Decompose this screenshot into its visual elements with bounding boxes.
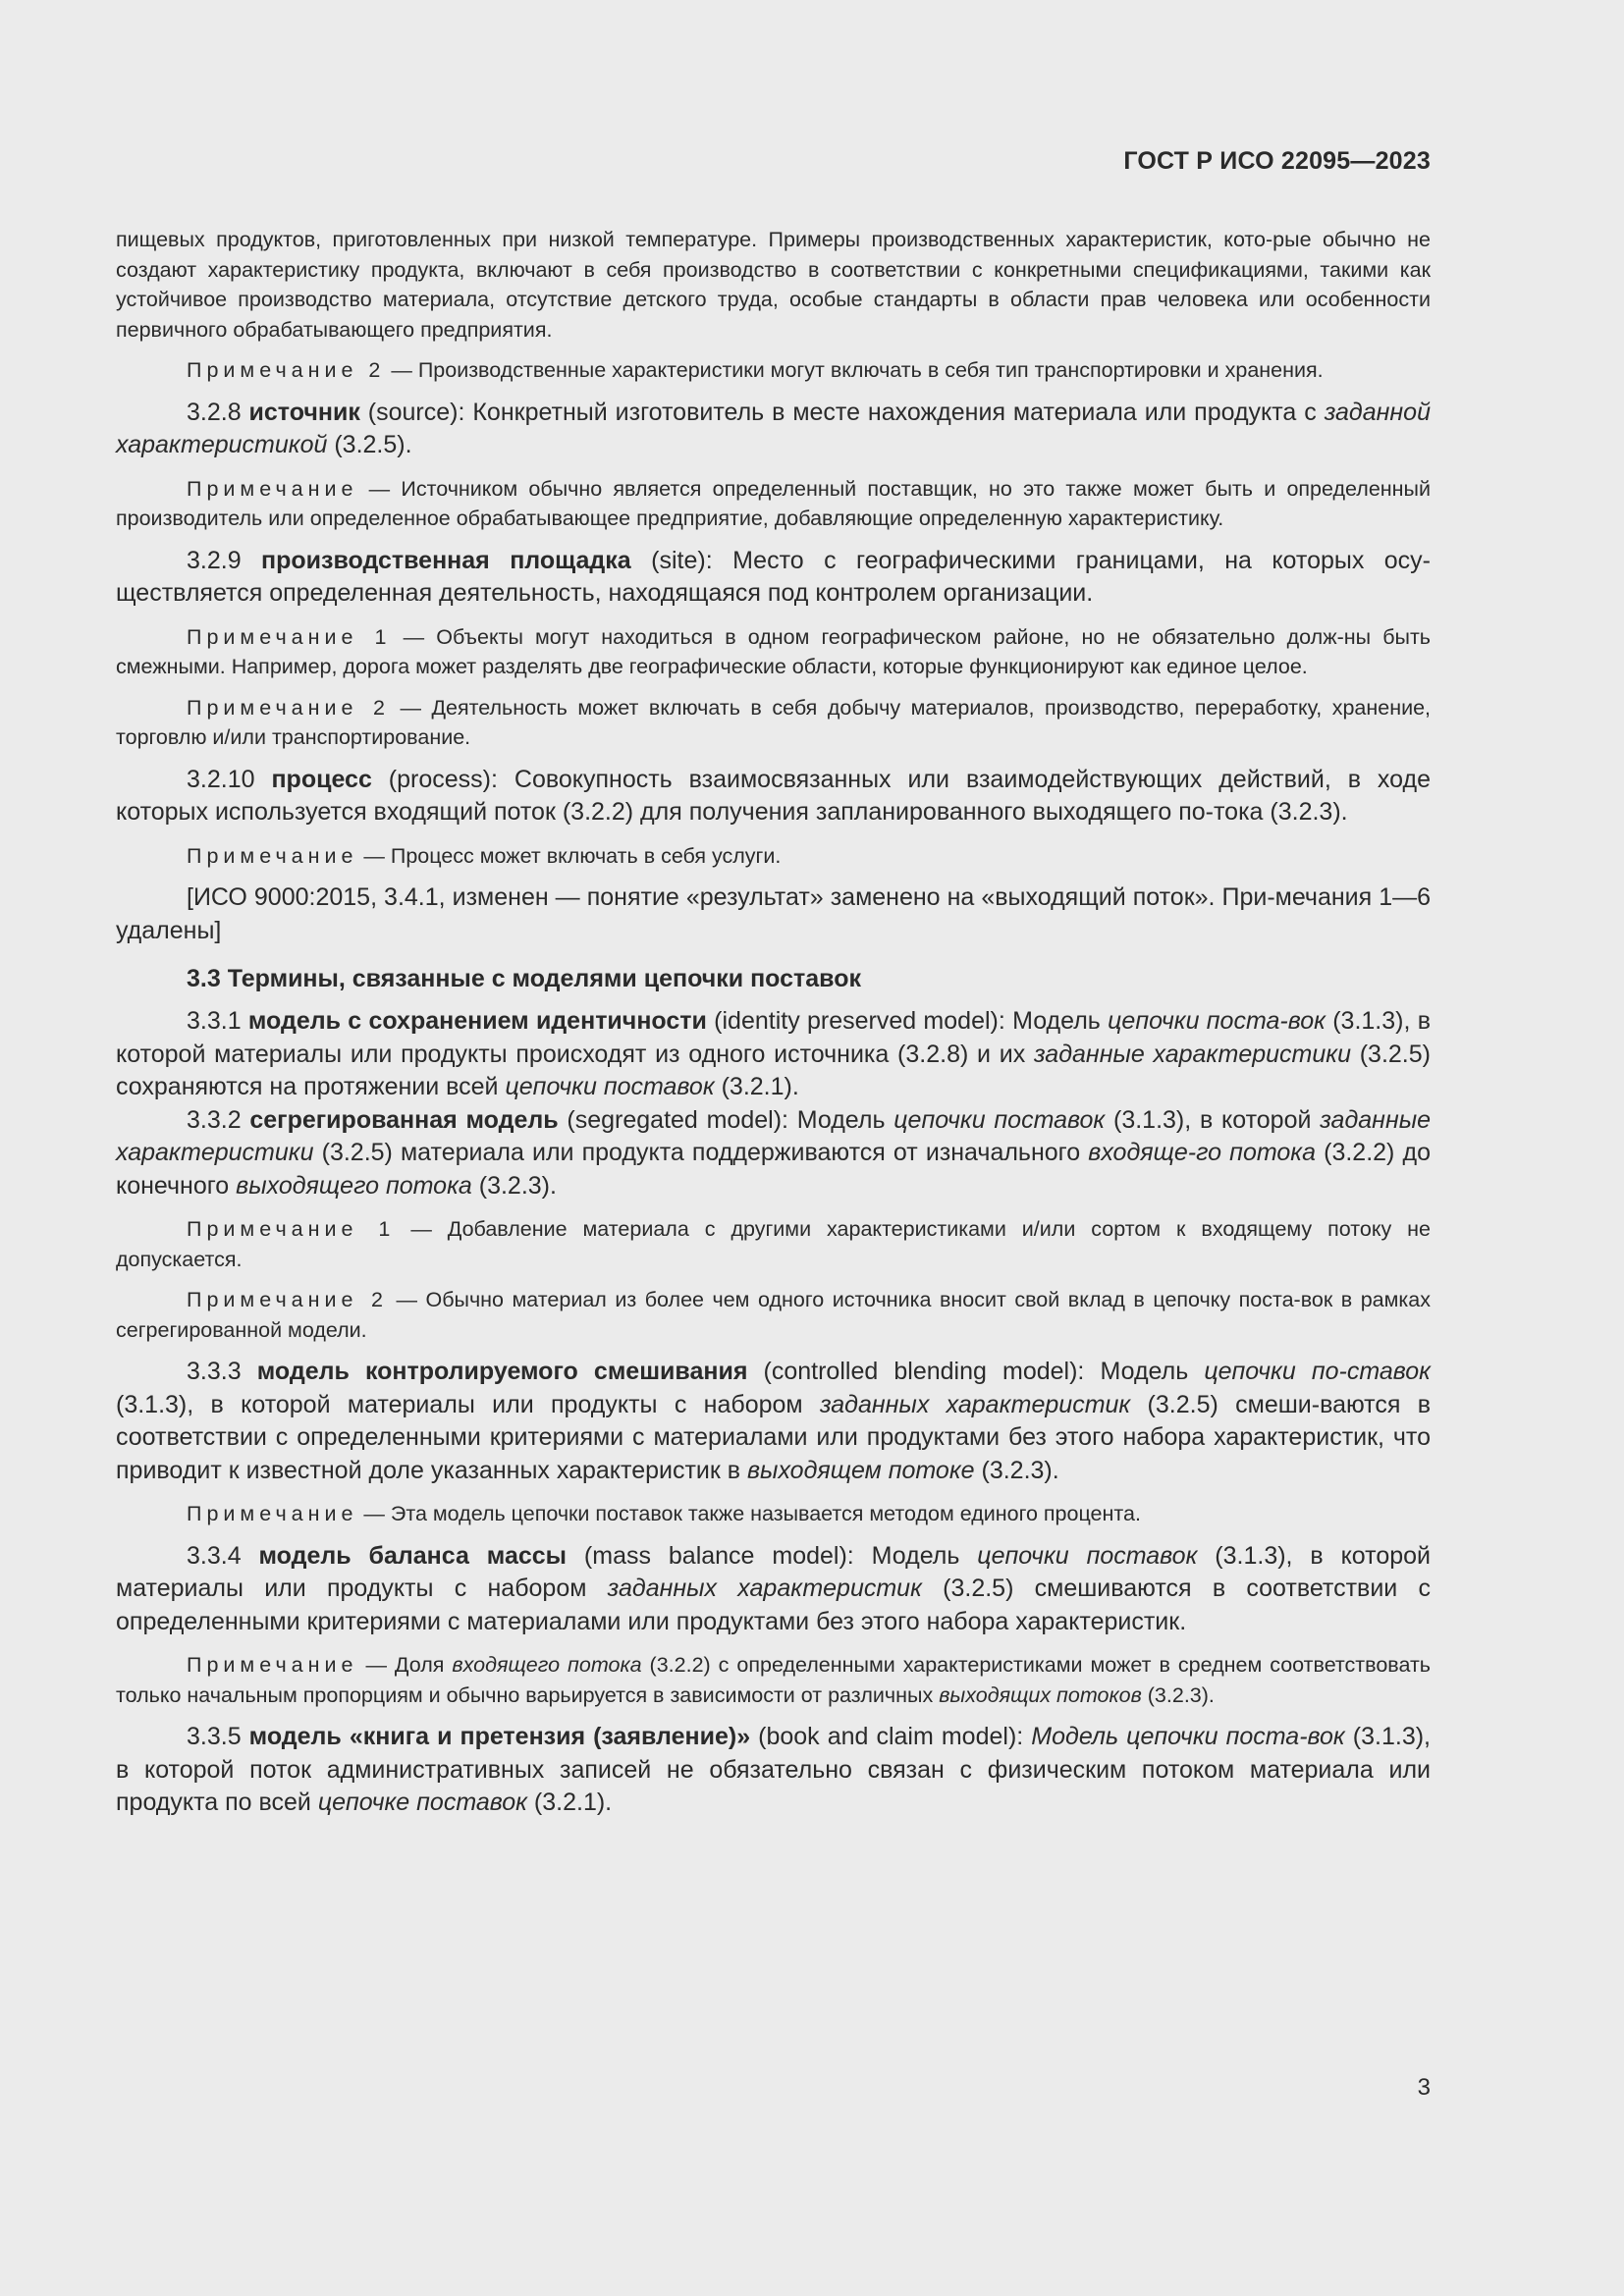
term-name: модель баланса массы bbox=[258, 1541, 568, 1570]
term-number: 3.2.9 bbox=[187, 546, 262, 574]
note-text: (3.2.2) с определенными характеристиками может в среднем соответствовать только начальным пропорциям и обычно варьируется в зависимости от различных bbox=[116, 1653, 1431, 1707]
term-reference: выходящего потока bbox=[236, 1171, 472, 1200]
term-definition: (3.1.3), в которой поток административных записей не обязательно связан с физическим потоком материала или продукта по всей bbox=[116, 1723, 1431, 1816]
note-label: Примечание 2 bbox=[187, 1288, 388, 1311]
term-definition: (3.1.3), в которой bbox=[1105, 1105, 1321, 1134]
note-label: Примечание 1 bbox=[187, 624, 392, 649]
term-name: модель с сохранением идентичности bbox=[247, 1007, 707, 1035]
note-segregated-1 bbox=[116, 1214, 1431, 1274]
term-definition: (3.2.5) смеши-ваются в соответствии с определенными критериями с материалами или продуктами без этого набора характеристик, что приводит к известной доле указанных характеристик в bbox=[116, 1390, 1432, 1484]
term-definition: Модель bbox=[871, 1541, 978, 1570]
term-name: модель «книга и претензия (заявление)» bbox=[248, 1723, 751, 1750]
note-mass-balance bbox=[116, 1650, 1431, 1710]
term-3-3-1 bbox=[116, 1005, 1431, 1104]
note-production-characteristics bbox=[116, 355, 1431, 386]
term-definition: Модель bbox=[1100, 1358, 1205, 1385]
note-text: — Доля bbox=[357, 1653, 453, 1677]
term-number: 3.3.5 bbox=[187, 1723, 249, 1750]
term-reference: цепочке поставок bbox=[317, 1789, 527, 1816]
term-definition: Модель bbox=[1012, 1007, 1109, 1035]
term-english: (segregated model): bbox=[558, 1105, 797, 1134]
term-english: (identity preserved model): bbox=[706, 1007, 1013, 1035]
note-source bbox=[116, 474, 1431, 534]
term-3-2-9 bbox=[116, 545, 1431, 611]
term-reference: выходящем потоке bbox=[747, 1456, 975, 1484]
term-number: 3.3.1 bbox=[187, 1007, 248, 1035]
term-3-3-3 bbox=[116, 1356, 1431, 1487]
note-text: — Процесс может включать в себя услуги. bbox=[357, 843, 782, 868]
paragraph-continuation: пищевых продуктов, приготовленных при низкой температуре. Примеры производственных характеристик, кото-рые обычно не создают характеристику продукта, включают в себя производство в соответствии с конкретными спецификациями, такими как устойчивое производство материала, отсутствие детского труда, особые стандарты в области прав человека или особенности первичного обрабатывающего предприятия. bbox=[116, 228, 1431, 342]
note-text: — Деятельность может включать в себя добычу материалов, производство, переработку, хранение, торговлю и/или транспортирование. bbox=[116, 695, 1432, 749]
term-english: (controlled blending model): bbox=[747, 1358, 1101, 1385]
term-3-3-2 bbox=[116, 1104, 1431, 1203]
term-definition: (3.2.3). bbox=[974, 1456, 1059, 1484]
note-text: — Обычно материал из более чем одного источника вносит свой вклад в цепочку поста-вок в рамках сегрегированной модели. bbox=[116, 1288, 1432, 1342]
term-reference: заданные характеристики bbox=[1033, 1040, 1351, 1068]
note-label: Примечание bbox=[187, 1653, 358, 1677]
term-3-3-4 bbox=[116, 1540, 1431, 1639]
term-definition: Место с географическими границами, на которых осу-ществляется определенная деятельность, находящаяся под контролем организации. bbox=[116, 546, 1431, 607]
term-definition: (3.1.3), в которой материалы или продукты с набором bbox=[116, 1390, 820, 1418]
term-definition: (3.2.5) сохраняются на протяжении всей bbox=[116, 1040, 1431, 1100]
note-label: Примечание 1 bbox=[187, 1217, 396, 1241]
term-3-2-10 bbox=[116, 764, 1431, 829]
term-reference: заданные характеристики bbox=[116, 1105, 1431, 1166]
note-reference: выходящих потоков bbox=[939, 1682, 1142, 1707]
term-definition: (3.2.2) до конечного bbox=[116, 1139, 1431, 1200]
term-name: сегрегированная модель bbox=[249, 1105, 559, 1134]
note-text: — Производственные характеристики могут включать в себя тип транспортировки и хранения. bbox=[385, 358, 1324, 382]
page-number: 3 bbox=[1417, 2074, 1431, 2101]
term-definition: (3.1.3), в которой материалы или продукты с набором bbox=[116, 1541, 1431, 1602]
term-number: 3.2.10 bbox=[187, 765, 272, 793]
note-text: (3.2.3). bbox=[1141, 1682, 1215, 1707]
note-text: — Эта модель цепочки поставок также называется методом единого процента. bbox=[357, 1502, 1141, 1525]
term-name: производственная площадка bbox=[261, 546, 631, 574]
term-number: 3.3.2 bbox=[187, 1105, 250, 1134]
note-label: Примечание bbox=[187, 1502, 358, 1525]
term-reference: заданных характеристик bbox=[819, 1390, 1131, 1418]
term-reference: цепочки поставок bbox=[893, 1105, 1106, 1134]
note-reference: входящего потока bbox=[452, 1653, 642, 1677]
term-definition: (3.2.1). bbox=[526, 1789, 613, 1816]
term-english: (source): bbox=[359, 398, 473, 426]
term-english: (book and claim model): bbox=[750, 1723, 1032, 1750]
term-english: (site): bbox=[630, 546, 733, 574]
note-text: — Источником обычно является определенный поставщик, но это также может быть и определенный производитель или определенное обрабатывающее предприятие, добавляющие определенную характеристику. bbox=[116, 476, 1431, 530]
term-reference: цепочки поставок bbox=[505, 1073, 715, 1100]
term-definition: (3.2.5) смешиваются в соответствии с определенными критериями с материалами или продуктами без этого набора характеристик. bbox=[116, 1575, 1431, 1635]
term-definition: (3.2.5) материала или продукта поддерживаются от изначального bbox=[313, 1139, 1089, 1166]
term-name: источник bbox=[248, 398, 360, 426]
term-reference: цепочки по-ставок bbox=[1204, 1358, 1431, 1385]
term-definition: Модель bbox=[796, 1105, 894, 1134]
note-label: Примечание 2 bbox=[187, 358, 386, 382]
term-reference: входяще-го потока bbox=[1088, 1139, 1317, 1166]
term-english: (mass balance model): bbox=[567, 1541, 872, 1570]
note-text: — Добавление материала с другими характеристиками и/или сортом к входящему потоку не допускается. bbox=[116, 1217, 1432, 1271]
note-site-1 bbox=[116, 622, 1431, 682]
term-name: модель контролируемого смешивания bbox=[256, 1358, 748, 1385]
term-english: (process): bbox=[371, 765, 514, 793]
note-process bbox=[116, 841, 1431, 872]
note-controlled-blending bbox=[116, 1499, 1431, 1529]
term-definition: (3.2.1). bbox=[714, 1073, 799, 1100]
term-definition: (3.1.3), в которой материалы или продукты происходят из одного источника (3.2.8) и их bbox=[116, 1007, 1431, 1068]
term-reference: заданных характеристик bbox=[607, 1575, 922, 1602]
document-header: ГОСТ Р ИСО 22095—2023 bbox=[1123, 147, 1431, 175]
term-3-2-8 bbox=[116, 397, 1431, 462]
note-segregated-2 bbox=[116, 1285, 1431, 1345]
document-body bbox=[116, 225, 1431, 1832]
term-definition: Совокупность взаимосвязанных или взаимодействующих действий, в ходе которых используется входящий поток (3.2.2) для получения запланированного выходящего по-тока (3.2.3). bbox=[116, 765, 1431, 826]
term-name: процесс bbox=[271, 765, 372, 793]
note-label: Примечание 2 bbox=[187, 695, 390, 720]
note-label: Примечание bbox=[187, 476, 358, 501]
source-reference: [ИСО 9000:2015, 3.4.1, изменен — понятие «результат» заменено на «выходящий поток». При-мечания 1—6 удалены] bbox=[116, 883, 1431, 944]
term-number: 3.3.4 bbox=[187, 1541, 259, 1570]
term-definition: (3.2.3). bbox=[471, 1171, 557, 1200]
term-number: 3.3.3 bbox=[187, 1358, 257, 1385]
term-number: 3.2.8 bbox=[187, 398, 249, 426]
note-text: — Объекты могут находиться в одном географическом районе, но не обязательно долж-ны быть смежными. Например, дорога может разделять две географические области, которые функционируют как единое целое. bbox=[116, 624, 1432, 678]
term-definition: Конкретный изготовитель в месте нахождения материала или продукта с bbox=[472, 398, 1325, 426]
note-site-2 bbox=[116, 693, 1431, 753]
note-label: Примечание bbox=[187, 843, 358, 868]
term-reference: заданной характеристикой bbox=[116, 398, 1431, 458]
term-reference: цепочки поставок bbox=[977, 1541, 1198, 1570]
section-heading-3-3: 3.3 Термины, связанные с моделями цепочки поставок bbox=[187, 965, 861, 992]
term-reference: Модель цепочки поста-вок bbox=[1031, 1723, 1345, 1750]
term-3-3-5 bbox=[116, 1721, 1431, 1820]
term-definition: (3.2.5). bbox=[327, 431, 412, 458]
term-reference: цепочки поста-вок bbox=[1108, 1007, 1326, 1035]
